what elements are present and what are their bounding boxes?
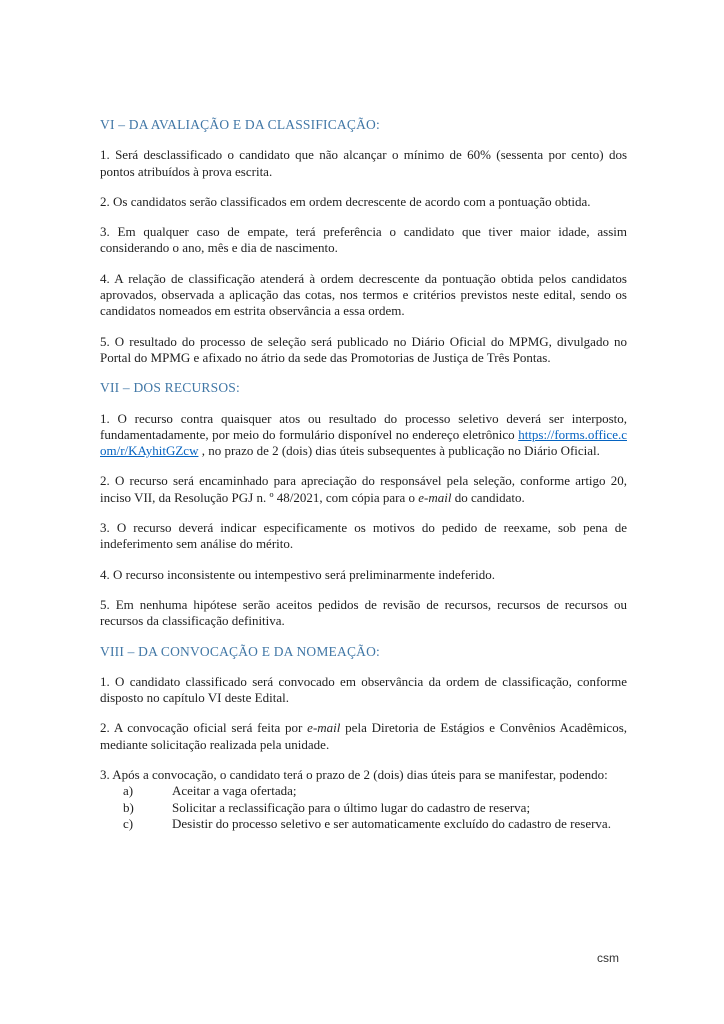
list-item: [100, 783, 627, 799]
paragraph: [100, 520, 627, 553]
text-run: 3. Após a convocação, o candidato terá o prazo de 2 (dois) dias úteis para se manifestar, podendo:: [100, 767, 608, 783]
lettered-list: [100, 783, 627, 832]
paragraph: [100, 567, 627, 583]
text-run: , no prazo de 2 (dois) dias úteis subsequentes à publicação no Diário Oficial.: [198, 443, 600, 459]
paragraph: [100, 597, 627, 630]
paragraph: [100, 194, 627, 210]
italic-run: e-mail: [307, 720, 341, 736]
text-run: 5. O resultado do processo de seleção será publicado no Diário Oficial do MPMG, divulgado no Portal do MPMG e afixado no átrio da sede das Promotorias de Justiça de Três Pontas.: [100, 333, 627, 365]
list-marker: b): [123, 799, 134, 815]
list-marker: a): [123, 783, 134, 799]
text-run: 1. Será desclassificado o candidato que não alcançar o mínimo de 60% (sessenta por cento) dos pontos atribuídos à prova escrita.: [100, 147, 627, 179]
paragraph: [100, 411, 627, 460]
text-run: 3. O recurso deverá indicar especificamente os motivos do pedido de reexame, sob pena de indeferimento sem análise do mérito.: [100, 520, 627, 552]
text-run: 5. Em nenhuma hipótese serão aceitos pedidos de revisão de recursos, recursos de recursos ou recursos da classificação definitiva.: [100, 596, 627, 629]
text-run: 4. A relação de classificação atenderá à ordem decrescente da pontuação obtida pelos candidatos aprovados, observada a aplicação das cotas, nos termos e critérios previstos neste edital, sendo os candidatos nomeados em estrita observância a essa ordem.: [100, 270, 627, 319]
page-footer-initials: csm: [597, 951, 619, 965]
text-run: 1. O recurso contra quaisquer atos ou resultado do processo seletivo deverá ser interposto, fundamentadamente, por meio do formulário disponível no endereço eletrônico: [100, 410, 627, 442]
form-link[interactable]: https://forms.office.com/r/KAyhitGZcw: [100, 426, 627, 459]
paragraph: [100, 473, 627, 506]
paragraph: [100, 224, 627, 257]
list-item-text: Solicitar a reclassificação para o último lugar do cadastro de reserva;: [172, 799, 531, 815]
list-marker: c): [123, 815, 134, 831]
text-run: do candidato.: [451, 489, 525, 505]
text-run: 4. O recurso inconsistente ou intempestivo será preliminarmente indeferido.: [100, 566, 495, 582]
italic-run: e-mail: [418, 489, 452, 505]
section-heading: VIII – DA CONVOCAÇÃO E DA NOMEAÇÃO:: [100, 643, 380, 659]
text-run: 2. O recurso será encaminhado para apreciação do responsável pela seleção, conforme artigo 20, inciso VII, da Resolução PGJ n. º 48/2021, com cópia para o: [100, 473, 627, 505]
list-item: [100, 800, 627, 816]
document-body: [100, 117, 627, 846]
paragraph: [100, 334, 627, 367]
section-heading: VII – DOS RECURSOS:: [100, 380, 240, 396]
list-item-text: Desistir do processo seletivo e ser automaticamente excluído do cadastro de reserva.: [172, 815, 611, 831]
text-run: 2. Os candidatos serão classificados em ordem decrescente de acordo com a pontuação obtida.: [100, 193, 591, 209]
paragraph: [100, 767, 627, 783]
section-3: [100, 644, 627, 833]
text-run: 1. O candidato classificado será convocado em observância da ordem de classificação, conforme disposto no capítulo VI deste Edital.: [100, 673, 627, 706]
text-run: pela Diretoria de Estágios e Convênios Acadêmicos, mediante solicitação realizada pela unidade.: [100, 720, 628, 752]
list-item: [100, 816, 627, 832]
paragraph: [100, 720, 627, 753]
text-run: 2. A convocação oficial será feita por: [100, 720, 308, 736]
paragraph: [100, 271, 627, 320]
section-heading: VI – DA AVALIAÇÃO E DA CLASSIFICAÇÃO:: [100, 117, 380, 132]
section-2: [100, 380, 627, 629]
text-run: 3. Em qualquer caso de empate, terá preferência o candidato que tiver maior idade, assim considerando o ano, mês e dia de nascimento.: [100, 224, 627, 256]
section-1: [100, 117, 627, 366]
paragraph: [100, 147, 627, 180]
list-item-text: Aceitar a vaga ofertada;: [172, 783, 297, 799]
paragraph: [100, 674, 627, 707]
